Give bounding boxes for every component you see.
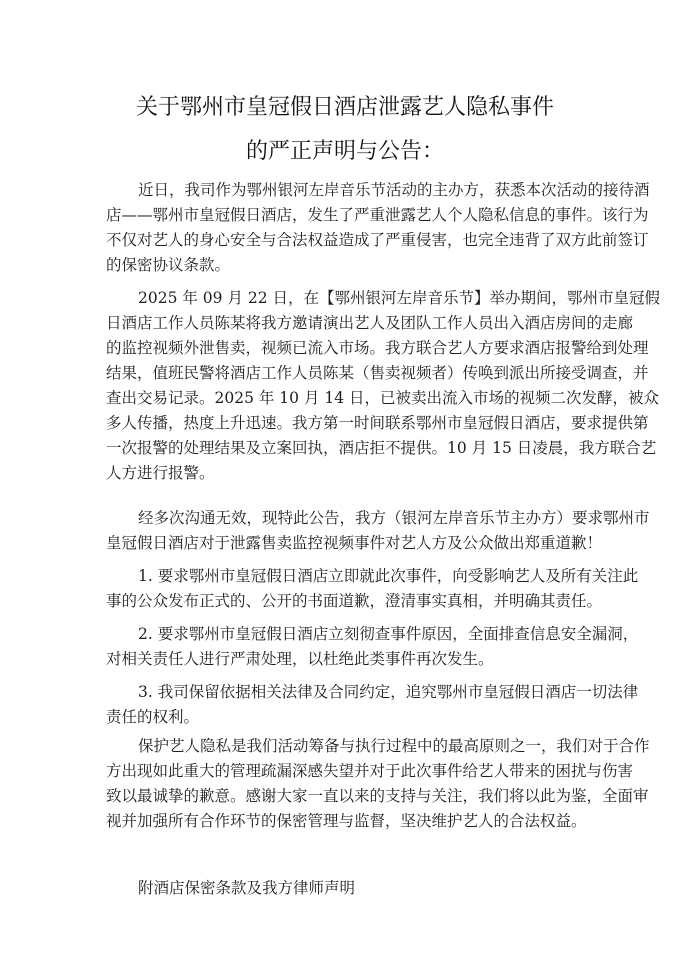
text-line: 查出交易记录。2025 年 10 月 14 日，已被卖出流入市场的视频二次发酵，被众 [106,389,660,407]
text-line: 多人传播，热度上升迅速。我方第一时间联系鄂州市皇冠假日酒店，要求提供第 [106,414,649,432]
text-line: 视并加强所有合作环节的保密管理与监督，坚决维护艺人的合法权益。 [106,812,587,830]
text-line: 皇冠假日酒店对于泄露售卖监控视频事件对艺人方及公众做出郑重道歉！ [106,534,603,552]
paragraph-closing [106,734,650,834]
document-title-line-2: 的严正声明与公告： [245,139,444,164]
text-line: 2025 年 09 月 22 日，在【鄂州银河左岸音乐节】举办期间，鄂州市皇冠假 [138,289,661,307]
document-title-line-1: 关于鄂州市皇冠假日酒店泄露艺人隐私事件 [135,95,554,120]
text-line: 的保密协议条款。 [106,256,231,274]
text-line: 近日，我司作为鄂州银河左岸音乐节活动的主办方，获悉本次活动的接待酒 [138,181,650,199]
text-line: 附酒店保密条款及我方律师声明 [138,879,356,897]
text-line: 3. 我司保留依据相关法律及合同约定，追究鄂州市皇冠假日酒店一切法律 [138,683,639,701]
text-line: 结果，值班民警将酒店工作人员陈某（售卖视频者）传唤到派出所接受调查，并 [106,364,649,382]
demand-item-1 [106,564,639,614]
text-line: 致以最诚挚的歉意。感谢大家一直以来的支持与关注，我们将以此为鉴，全面审 [106,787,649,805]
text-line: 保护艺人隐私是我们活动筹备与执行过程中的最高原则之一，我们对于合作 [138,737,650,755]
text-line: 的监控视频外泄售卖，视频已流入市场。我方联合艺人方要求酒店报警给到处理 [106,339,649,357]
text-line: 店——鄂州市皇冠假日酒店，发生了严重泄露艺人个人隐私信息的事件。该行为 [106,206,649,224]
paragraph-intro [106,178,650,278]
demand-item-2 [106,622,639,672]
demand-item-3 [106,680,639,730]
attachment-note [106,876,586,901]
text-line: 一次报警的处理结果及立案回执，酒店拒不提供。10 月 15 日凌晨，我方联合艺 [106,439,657,457]
text-line: 经多次沟通无效，现特此公告，我方（银河左岸音乐节主办方）要求鄂州市 [138,509,650,527]
text-line: 责任的权利。 [106,708,200,726]
text-line: 对相关责任人进行严肃处理，以杜绝此类事件再次发生。 [106,650,494,668]
text-line: 1. 要求鄂州市皇冠假日酒店立即就此次事件，向受影响艺人及所有关注此 [138,567,639,585]
text-line: 不仅对艺人的身心安全与合法权益造成了严重侵害，也完全违背了双方此前签订 [106,231,649,249]
text-line: 日酒店工作人员陈某将我方邀请演出艺人及团队工作人员出入酒店房间的走廊 [106,314,634,332]
paragraph-demand [106,506,650,556]
text-line: 2. 要求鄂州市皇冠假日酒店立刻彻查事件原因，全面排查信息安全漏洞， [138,625,639,643]
paragraph-incident [106,286,661,486]
text-line: 方出现如此重大的管理疏漏深感失望并对于此次事件给艺人带来的困扰与伤害 [106,762,634,780]
text-line: 事的公众发布正式的、公开的书面道歉，澄清事实真相，并明确其责任。 [106,592,603,610]
text-line: 人方进行报警。 [106,464,215,482]
